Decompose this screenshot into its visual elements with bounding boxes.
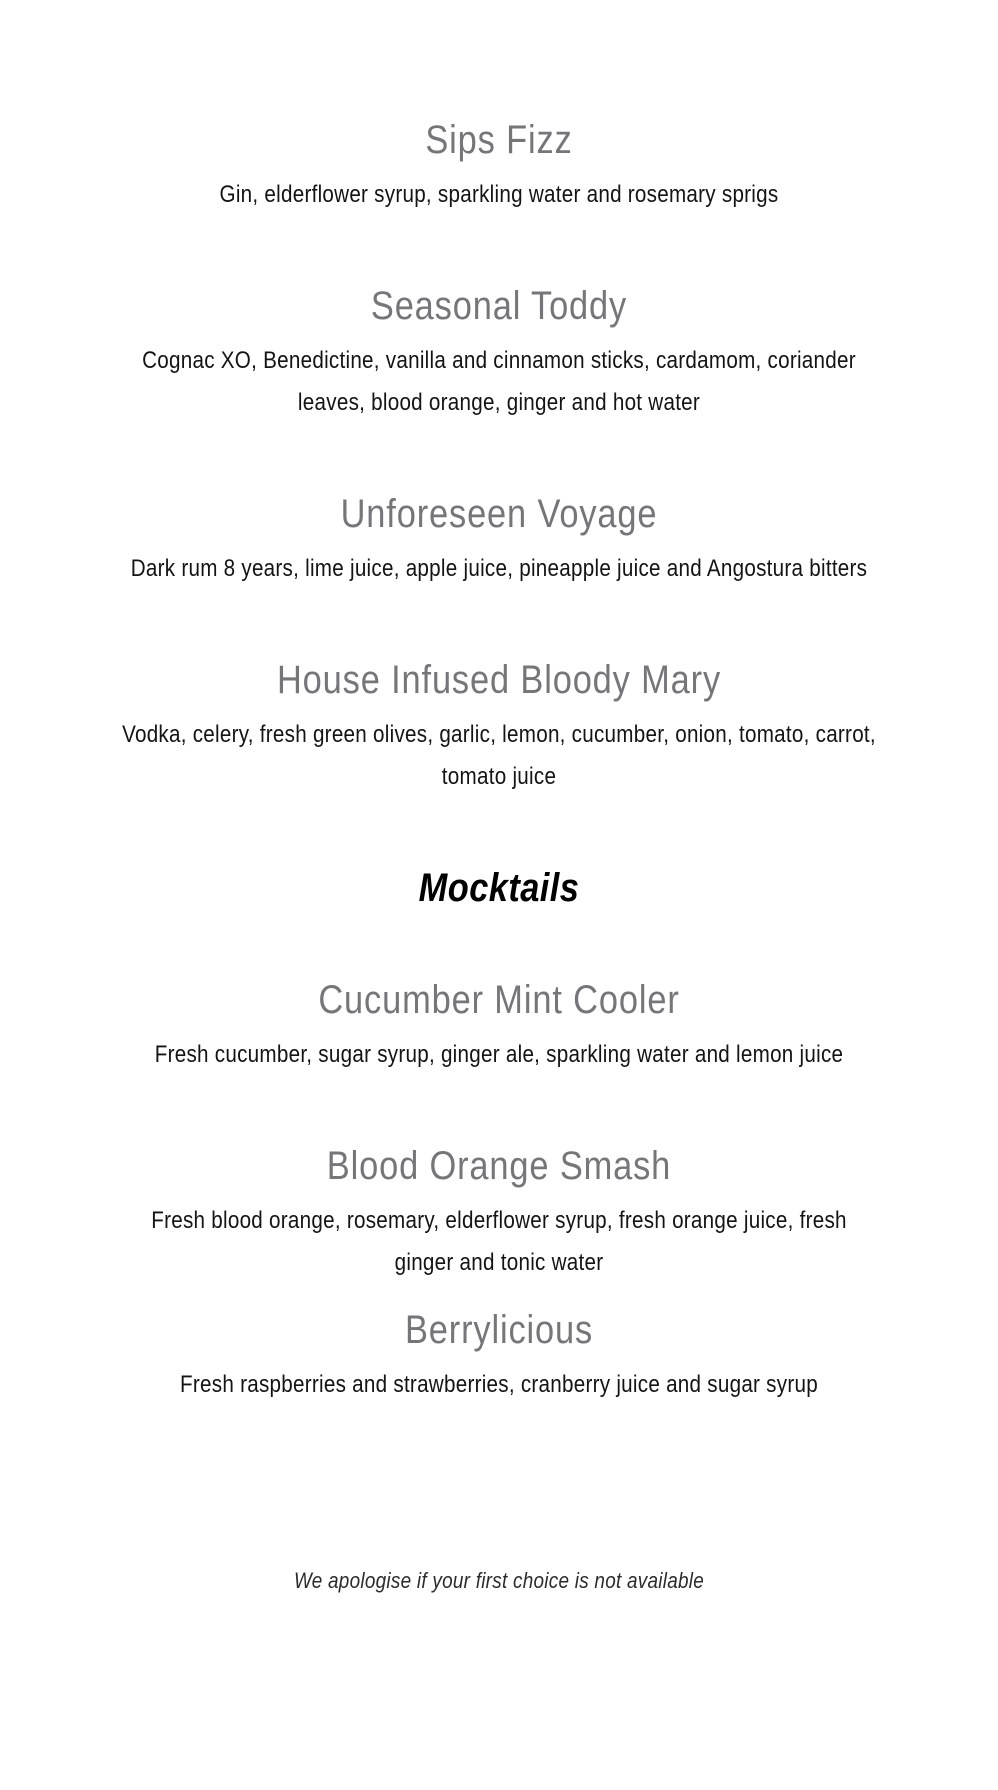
menu-item-description: Fresh blood orange, rosemary, elderflower syrup, fresh orange juice, fresh ginger and tonic water	[151, 1207, 847, 1276]
menu-item-seasonal-toddy	[70, 284, 928, 424]
menu-item-blood-orange-smash	[70, 1144, 928, 1284]
menu-item-description: Dark rum 8 years, lime juice, apple juice, pineapple juice and Angostura bitters	[130, 555, 868, 582]
footer-note: We apologise if your first choice is not available	[293, 1568, 705, 1593]
menu-item-description: Fresh raspberries and strawberries, cranberry juice and sugar syrup	[180, 1371, 818, 1398]
menu-item-name: Blood Orange Smash	[326, 1144, 672, 1188]
menu-item-unforeseen-voyage	[70, 492, 928, 590]
menu-item-description: Vodka, celery, fresh green olives, garlic, lemon, cucumber, onion, tomato, carrot, tomato juice	[122, 721, 876, 790]
mocktails-section-heading: Mocktails	[418, 866, 580, 910]
menu-item-house-infused-bloody-mary	[70, 658, 928, 798]
menu-item-cucumber-mint-cooler	[70, 978, 928, 1076]
menu-item-name: Seasonal Toddy	[370, 284, 628, 328]
menu-item-sips-fizz	[70, 118, 928, 216]
menu-item-name: Cucumber Mint Cooler	[318, 978, 680, 1022]
menu-item-name: Unforeseen Voyage	[340, 492, 658, 536]
menu-item-name: Sips Fizz	[425, 118, 573, 162]
menu-item-name: House Infused Bloody Mary	[276, 658, 722, 702]
menu-item-name: Berrylicious	[404, 1308, 594, 1352]
menu-item-description: Cognac XO, Benedictine, vanilla and cinnamon sticks, cardamom, coriander leaves, blood orange, ginger and hot water	[142, 347, 856, 416]
menu-item-description: Gin, elderflower syrup, sparkling water and rosemary sprigs	[219, 181, 779, 208]
menu-item-description: Fresh cucumber, sugar syrup, ginger ale, sparkling water and lemon juice	[154, 1041, 844, 1068]
menu-item-berrylicious	[70, 1308, 928, 1406]
drinks-menu-page	[70, 0, 928, 1596]
